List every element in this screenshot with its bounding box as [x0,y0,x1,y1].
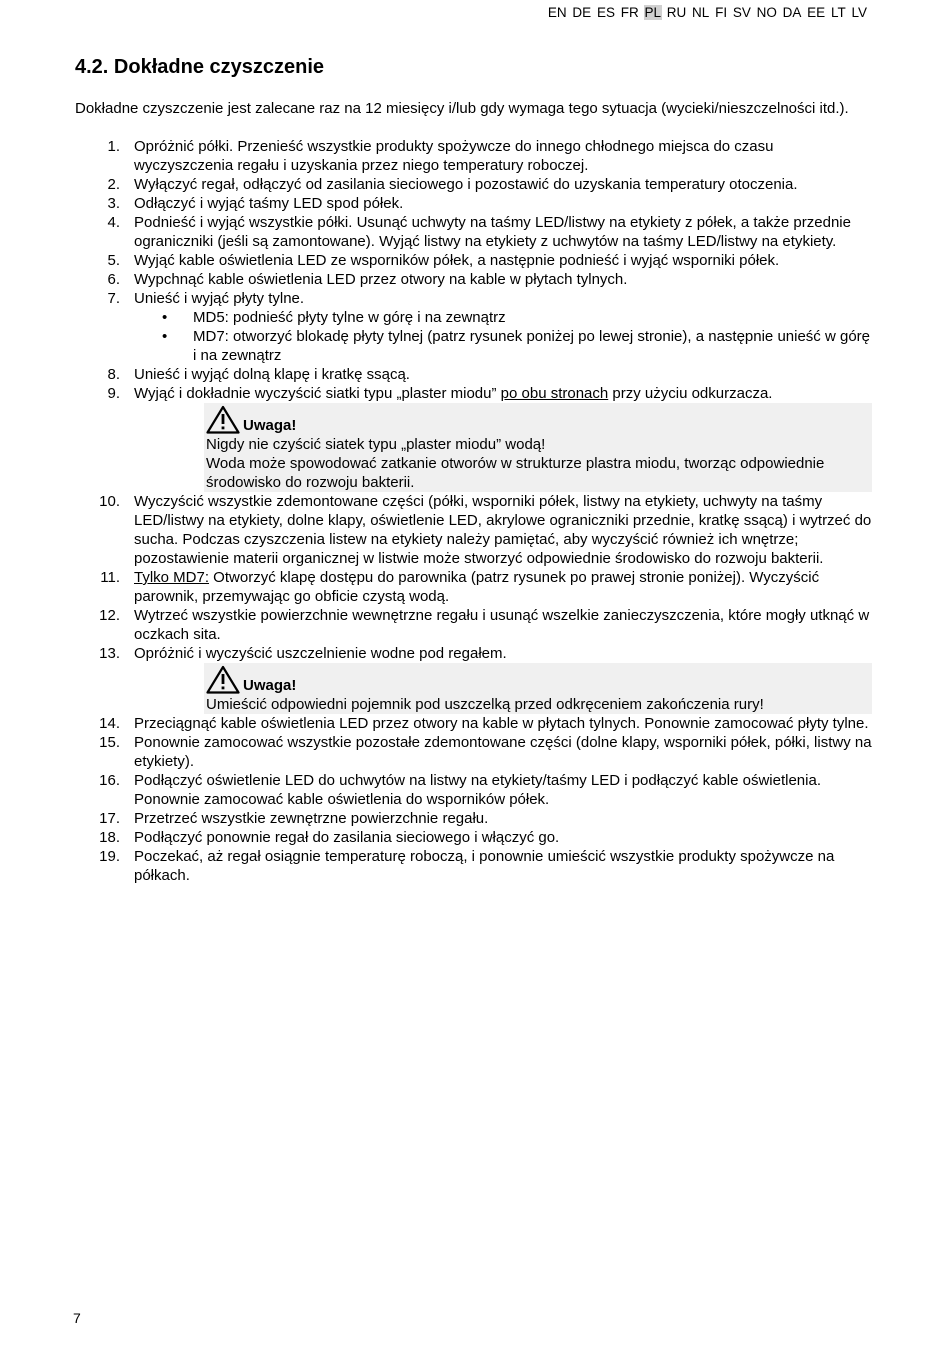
step-14: 14. Przeciągnąć kable oświetlenia LED przez otwory na kable w płytach tylnych. Ponownie zamocować płyty tylne. [99,715,869,732]
warning-header [206,403,862,435]
lang-ee[interactable]: EE [807,5,826,20]
warning-line: Woda może spowodować zatkanie otworów w strukturze plastra miodu, tworząc odpowiednie środowisko do rozwoju bakterii. [206,455,825,491]
warning-title: Uwaga! [243,417,297,434]
lang-nl[interactable]: NL [692,5,710,20]
warning-line: Umieścić odpowiedni pojemnik pod uszczelką przed odkręceniem zakończenia rury! [206,696,764,713]
warning-triangle-icon [206,665,240,694]
lang-de[interactable]: DE [572,5,592,20]
step-16: 16. Podłączyć oświetlenie LED do uchwytów na listwy na etykiety/taśmy LED i podłączyć kable oświetlenia. Ponownie zamocować kable oświetlenia do wsporników półek. [99,772,821,808]
lang-lt[interactable]: LT [830,5,846,20]
bullet-dot-icon: • [162,309,168,326]
lang-da[interactable]: DA [782,5,802,20]
warning-header [206,663,862,695]
step-10: 10. Wyczyścić wszystkie zdemontowane części (półki, wsporniki półek, listwy na etykiety, uchwyty na taśmy LED/listwy na etykiety, dolne klapy, oświetlenie LED, akrylowe ograniczniki przednie, kratkę ssącą) i wytrzeć do sucha. Podczas czyszczenia listew na etykiety należy pamiętać, aby wyczyścić również ich wnętrze; pozostawienie materii organicznej w listwie może stworzyć odpowiednie środowisko do rozwoju bakterii. [99,493,872,567]
lang-lv[interactable]: LV [851,5,867,20]
lang-pl-active[interactable]: PL [644,5,662,20]
step-17: 17. Przetrzeć wszystkie zewnętrzne powierzchnie regału. [99,810,489,827]
lang-no[interactable]: NO [756,5,777,20]
step-6: 6. Wypchnąć kable oświetlenia LED przez otwory na kable w płytach tylnych. [107,271,628,288]
lang-fi[interactable]: FI [715,5,728,20]
step-12: 12. Wytrzeć wszystkie powierzchnie wewnętrzne regału i usunąć wszelkie zanieczyszczenia, które mogły utknąć w oczkach sita. [99,607,870,643]
warning-title: Uwaga! [243,677,297,694]
warning-triangle-icon [206,405,240,434]
section-title: Dokładne czyszczenie [113,56,325,78]
step-3: 3. Odłączyć i wyjąć taśmy LED spod półek. [107,195,404,212]
warning-box-honeycomb [204,403,872,492]
step-7-bullet-md5: • MD5: podnieść płyty tylne w górę i na zewnątrz [162,309,506,326]
step-11: 11. Tylko MD7: Otworzyć klapę dostępu do parownika (patrz rysunek po prawej stronie poniżej). Wyczyścić parownik, przemywając go obficie czystą wodą. [100,569,820,605]
step-7-bullet-md7: • MD7: otworzyć blokadę płyty tylnej (patrz rysunek poniżej po lewej stronie), a następnie unieść w górę i na zewnątrz [162,328,870,364]
section-number: 4.2. [75,56,109,78]
intro-paragraph: Dokładne czyszczenie jest zalecane raz na 12 miesięcy i/lub gdy wymaga tego sytuacja (wycieki/nieszczelności itd.). [75,100,849,117]
step-7: 7. Unieść i wyjąć płyty tylne. [107,290,305,307]
step-18: 18. Podłączyć ponownie regał do zasilania sieciowego i włączyć go. [99,829,560,846]
lang-es[interactable]: ES [596,5,615,20]
step-13: 13. Opróżnić i wyczyścić uszczelnienie wodne pod regałem. [99,645,507,662]
step-2: 2. Wyłączyć regał, odłączyć od zasilania sieciowego i pozostawić do uzyskania temperatury otoczenia. [107,176,798,193]
warning-line: Nigdy nie czyścić siatek typu „plaster miodu” wodą! [206,436,546,453]
lang-ru[interactable]: RU [666,5,687,20]
step-5: 5. Wyjąć kable oświetlenia LED ze wsporników półek, a następnie podnieść i wyjąć wsporniki półek. [107,252,780,269]
lang-en[interactable]: EN [547,5,567,20]
step-8: 8. Unieść i wyjąć dolną klapę i kratkę ssącą. [107,366,410,383]
bullet-dot-icon: • [162,328,168,345]
warning-box-container [204,663,872,714]
language-bar [547,5,868,20]
step-19: 19. Poczekać, aż regał osiągnie temperaturę roboczą, i ponownie umieścić wszystkie produkty spożywcze na półkach. [99,848,835,884]
lang-fr[interactable]: FR [620,5,639,20]
steps-list [75,137,872,885]
step-15: 15. Ponownie zamocować wszystkie pozostałe zdemontowane części (dolne klapy, wsporniki półek, półki, listwy na etykiety). [99,734,872,770]
step-1: 1. Opróżnić półki. Przenieść wszystkie produkty spożywcze do innego chłodnego miejsca do czasu wyczyszczenia regału i uzyskania przez niego temperatury roboczej. [107,138,774,174]
page-number: 7 [73,1310,81,1326]
section-heading [75,56,324,79]
lang-sv[interactable]: SV [732,5,751,20]
step-9: 9. Wyjąć i dokładnie wyczyścić siatki typu „plaster miodu” po obu stronach przy użyciu odkurzacza. [107,385,773,402]
step-4: 4. Podnieść i wyjąć wszystkie półki. Usunąć uchwyty na taśmy LED/listwy na etykiety z półek, a także przednie ograniczniki (jeśli są zamontowane). Wyjąć listwy na etykiety z uchwytów na taśmy LED/listwy na etykiety. [107,214,851,250]
